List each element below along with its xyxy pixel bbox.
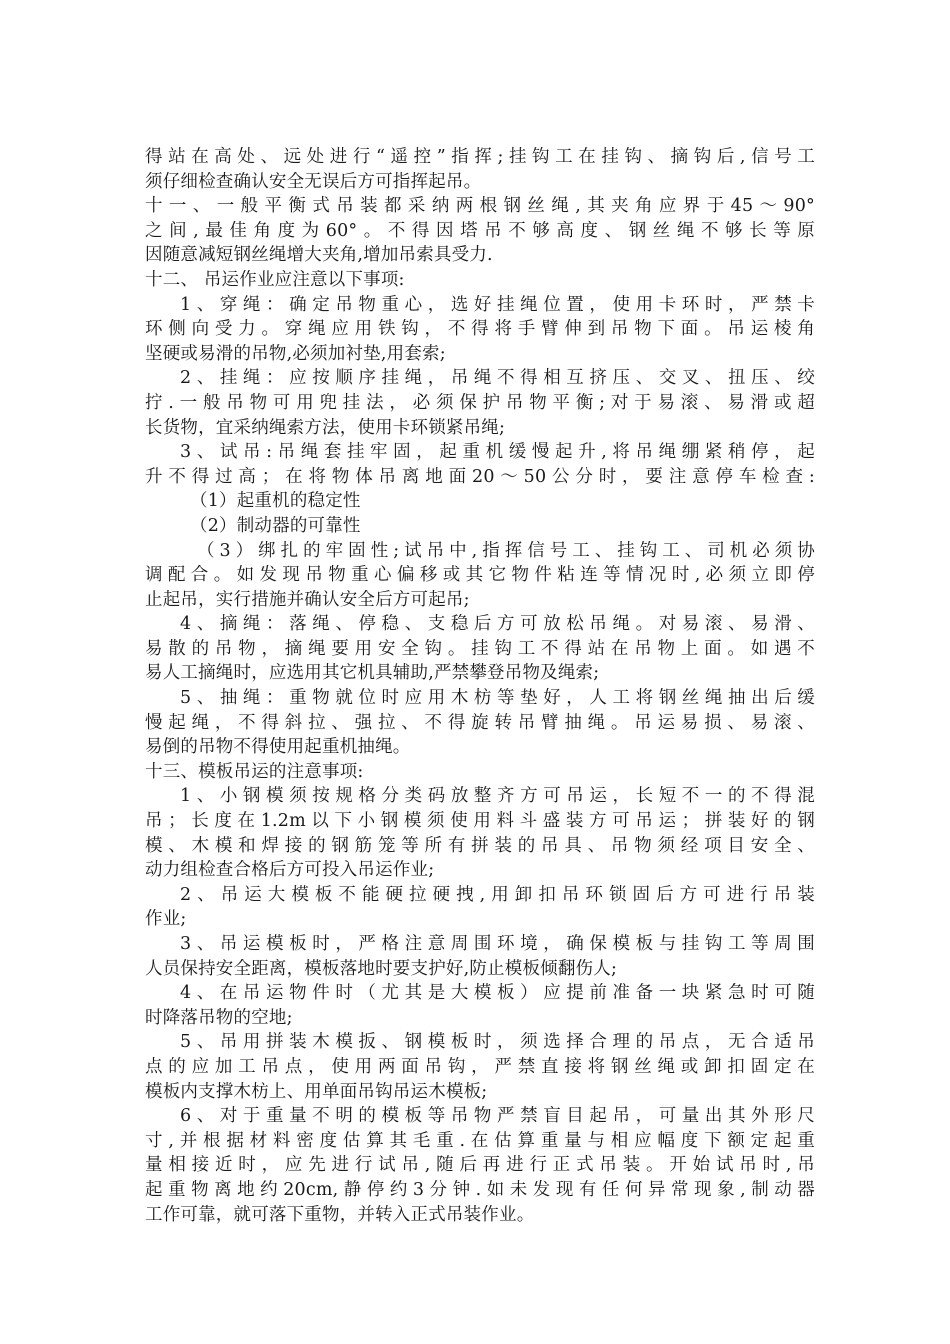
text-line: 时降落吊物的空地;	[145, 1007, 293, 1028]
text-line: （1）起重机的稳定性	[190, 491, 361, 512]
text-line: 得站在高处、远处进行“遥控”指挥;挂钩工在挂钩、摘钩后,信号工	[145, 147, 815, 167]
text-line: 因随意减短钢丝绳增大夹角,增加吊索具受力.	[145, 245, 493, 266]
document-body	[145, 145, 815, 1227]
text-line: 人员保持安全距离，模板落地时要支护好,防止模板倾翻伤人;	[145, 958, 618, 979]
text-line: 4、在吊运物件时（尤其是大模板）应提前准备一块紧急时可随	[180, 983, 815, 1004]
text-line: 量相接近时，应先进行试吊,随后再进行正式吊装。开始试吊时,吊	[145, 1155, 815, 1176]
text-line: 动力组检查合格后方可投入吊运作业;	[145, 860, 435, 881]
text-line: 模板内支撑木枋上、用单面吊钩吊运木模板;	[145, 1081, 488, 1102]
text-line: 调配合。如发现吊物重心偏移或其它物件粘连等情况时,必须立即停	[145, 565, 815, 586]
text-line: 模、木模和焊接的钢筋笼等所有拼装的吊具、吊物须经项目安全、	[145, 835, 815, 856]
text-line: 1、小钢模须按规格分类码放整齐方可吊运，长短不一的不得混	[180, 786, 815, 807]
text-line: 十三、模板吊运的注意事项:	[145, 761, 364, 782]
text-line: 6、对于重量不明的模板等吊物严禁盲目起吊，可量出其外形尺	[180, 1106, 815, 1127]
text-line: 点的应加工吊点，使用两面吊钩，严禁直接将钢丝绳或卸扣固定在	[145, 1056, 815, 1077]
text-line: 易人工摘绳时，应选用其它机具辅助,严禁攀登吊物及绳索;	[145, 663, 600, 684]
text-line: 3、吊运模板时，严格注意周围环境，确保模板与挂钩工等周围	[180, 934, 815, 954]
text-line: 5、吊用拼装木模扳、钢模板时，须选择合理的吊点，无合适吊	[180, 1032, 815, 1053]
text-line: 寸,并根据材料密度估算其毛重.在估算重量与相应幅度下额定起重	[145, 1130, 815, 1151]
text-line: 十一、一般平衡式吊装都采纳两根钢丝绳,其夹角应界于45～90°	[145, 196, 815, 217]
text-line: 升不得过高；在将物体吊离地面20～50公分时，要注意停车检查:	[145, 466, 815, 487]
text-line: 长货物，宜采纳绳索方法，使用卡环锁紧吊绳;	[145, 417, 506, 438]
text-line: 易倒的吊物不得使用起重机抽绳。	[145, 737, 411, 758]
text-line: 4、摘绳：落绳、停稳、支稳后方可放松吊绳。对易滚、易滑、	[180, 614, 815, 635]
text-line: 易散的吊物，摘绳要用安全钩。挂钩工不得站在吊物上面。如遇不	[145, 638, 815, 659]
text-line: 作业;	[145, 909, 187, 930]
text-line: 慢起绳，不得斜拉、强拉、不得旋转吊臂抽绳。吊运易损、易滚、	[145, 712, 815, 733]
text-line: 起重物离地约20cm,静停约3分钟.如未发现有任何异常现象,制动器	[145, 1179, 815, 1200]
text-line: 止起吊，实行措施并确认安全后方可起吊;	[145, 589, 470, 610]
text-line: 2、吊运大模板不能硬拉硬拽,用卸扣吊环锁固后方可进行吊装	[180, 884, 815, 905]
text-line: 十二、 吊运作业应注意以下事项:	[145, 269, 405, 290]
text-line: 1、穿绳：确定吊物重心，选好挂绳位置，使用卡环时，严禁卡	[180, 294, 815, 315]
text-line: 工作可靠，就可落下重物，并转入正式吊装作业。	[145, 1204, 535, 1225]
text-line: 2、挂绳：应按顺序挂绳，吊绳不得相互挤压、交叉、扭压、绞	[180, 368, 815, 389]
text-line: （2）制动器的可靠性	[190, 515, 361, 536]
text-line: 须仔细检查确认安全无误后方可指挥起吊。	[145, 171, 482, 192]
text-line: 环侧向受力。穿绳应用铁钩，不得将手臂伸到吊物下面。吊运棱角	[145, 319, 815, 340]
text-line: 之间,最佳角度为60°。不得因塔吊不够高度、钢丝绳不够长等原	[145, 220, 815, 241]
text-line: 5、抽绳：重物就位时应用木枋等垫好，人工将钢丝绳抽出后缓	[180, 688, 815, 709]
text-line: （3）绑扎的牢固性;试吊中,指挥信号工、挂钩工、司机必须协	[197, 540, 815, 561]
text-line: 拧.一般吊物可用兜挂法，必须保护吊物平衡;对于易滚、易滑或超	[145, 392, 815, 413]
text-line: 吊；长度在1.2m以下小钢模须使用料斗盛装方可吊运；拼装好的钢	[145, 811, 815, 832]
text-line: 坚硬或易滑的吊物,必须加衬垫,用套索;	[145, 343, 446, 364]
text-line: 3、试吊:吊绳套挂牢固，起重机缓慢起升,将吊绳绷紧稍停，起	[180, 442, 815, 463]
